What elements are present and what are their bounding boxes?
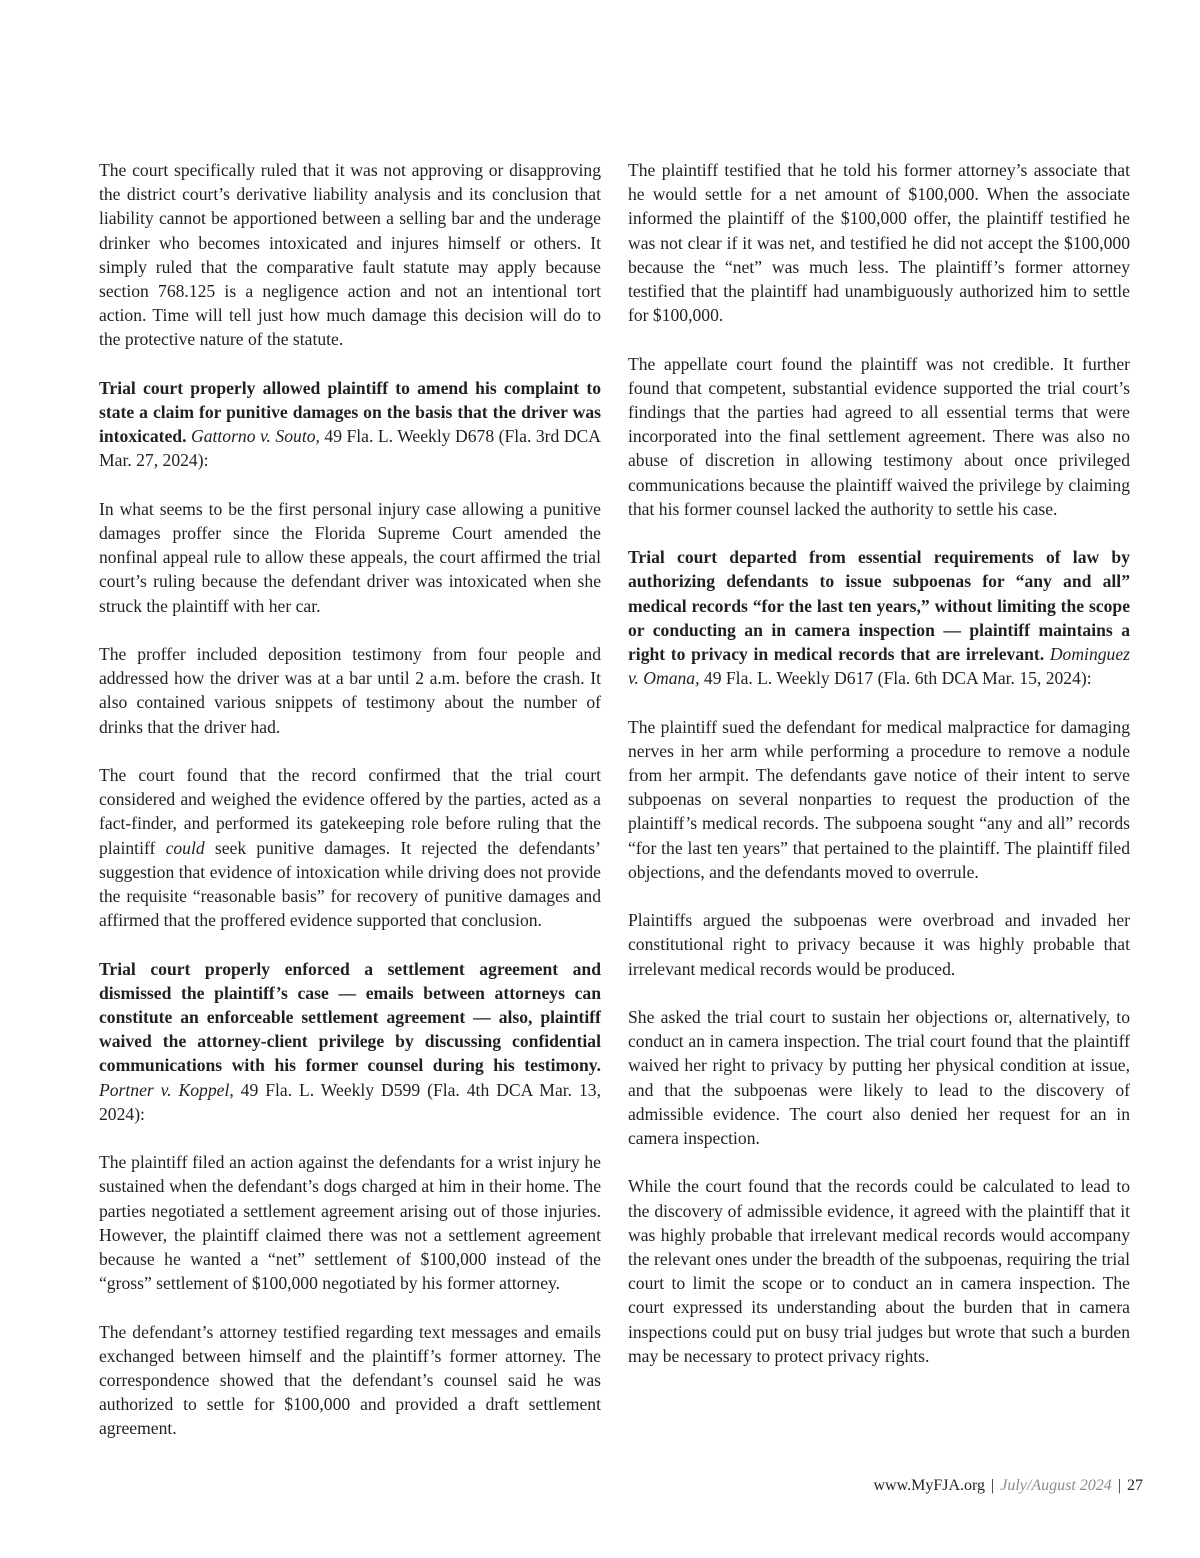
paragraph: The plaintiff filed an action against the defendants for a wrist injury he sustained when the defendant’s dogs charged at him in their home. The parties negotiated a settlement agreement arising out of those injuries. However, the plaintiff claimed there was not a settlement agreement because he wanted a “net” settlement of $100,000 instead of the “gross” settlement of $100,000 negotiated by his former attorney. [99,1152,601,1294]
paragraph: Plaintiffs argued the subpoenas were overbroad and invaded her constitutional right to privacy because it was highly probable that irrelevant medical records would be produced. [628,910,1130,979]
page-footer [873,1476,1143,1496]
website-link[interactable]: www.MyFJA.org [873,1477,986,1494]
paragraph: The plaintiff testified that he told his former attorney’s associate that he would settle for a net amount of $100,000. When the associate informed the plaintiff of the $100,000 offer, the plaintiff testified he was not clear if it was net, and testified he did not accept the $100,000 because the “net” was much less. The plaintiff’s former attorney testified that the plaintiff had unambiguously authorized him to settle for $100,000. [628,160,1130,326]
case-name: Dominguez v. Omana, [628,644,1130,689]
paragraph-text: seek punitive damages. It rejected the defendants’ suggestion that evidence of intoxication while driving does not provide the requisite “reasonable basis” for recovery of punitive damages and affirmed that the proffered evidence supported that conclusion. [99,837,601,931]
paragraph [99,763,601,932]
case-name: Gattorno v. Souto, [191,426,320,447]
paragraph: The appellate court found the plaintiff was not credible. It further found that competent, substantial evidence supported the trial court’s findings that the parties had agreed to all essential terms that were incorporated into the final settlement agreement. There was also no abuse of discretion in allowing testimony about once privileged communications because the plaintiff waived the privilege by claiming that his former counsel lacked the authority to settle his case. [628,353,1130,519]
footer-separator: | [1117,1477,1121,1494]
right-column [628,158,1130,1368]
paragraph: She asked the trial court to sustain her objections or, alternatively, to conduct an in camera inspection. The trial court found that the plaintiff waived her right to privacy by putting her physical condition at issue, and that the subpoenas were likely to lead to the discovery of admissible evidence. The court also denied her request for an in camera inspection. [628,1007,1130,1149]
case-citation: 49 Fla. L. Weekly D678 (Fla. 3rd DCA Mar. 27, 2024): [99,426,601,471]
case-name: Portner v. Koppel [99,1079,230,1100]
case-heading-portner [99,957,601,1126]
left-column [99,158,601,1441]
paragraph: The defendant’s attorney testified regarding text messages and emails exchanged between himself and the plaintiff’s former attorney. The correspondence showed that the defendant’s counsel said he was authorized to settle for $100,000 and provided a draft settlement agreement. [99,1321,601,1439]
case-citation: , 49 Fla. L. Weekly D599 (Fla. 4th DCA Mar. 13, 2024): [99,1079,601,1124]
case-summary-bold: Trial court properly allowed plaintiff to amend his complaint to state a claim for punitive damages on the basis that the driver was intoxicated. [99,377,601,447]
case-summary-bold: Trial court departed from essential requirements of law by authorizing defendants to issue subpoenas for “any and all” medical records “for the last ten years,” without limiting the scope or conducting an in camera inspection — plaintiff maintains a right to privacy in medical records that are irrelevant. [628,547,1130,665]
case-heading-gattorno [99,376,601,473]
paragraph: While the court found that the records could be calculated to lead to the discovery of admissible evidence, it agreed with the plaintiff that it was highly probable that irrelevant medical records would accompany the relevant ones under the breadth of the subpoenas, requiring the trial court to limit the scope or to conduct an in camera inspection. The court expressed its understanding about the burden that in camera inspections could put on busy trial judges but wrote that such a burden may be necessary to protect privacy rights. [628,1176,1130,1366]
emphasis-text: could [165,837,205,858]
paragraph-text: The court found that the record confirmed that the trial court considered and weighed the evidence offered by the parties, acted as a fact-finder, and performed its gatekeeping role before ruling that the plaintiff [99,765,601,858]
case-summary-bold: Trial court properly enforced a settlement agreement and dismissed the plaintiff’s case — emails between attorneys can constitute an enforceable settlement agreement — also, plaintiff waived the attorney-client privilege by discussing confidential communications with his former counsel during his testimony. [99,958,601,1076]
case-citation: 49 Fla. L. Weekly D617 (Fla. 6th DCA Mar. 15, 2024): [699,668,1092,689]
paragraph: The plaintiff sued the defendant for medical malpractice for damaging nerves in her arm while performing a procedure to remove a nodule from her armpit. The defendants gave notice of their intent to serve subpoenas on several nonparties to request the production of the plaintiff’s medical records. The subpoena sought “any and all” records “for the last ten years” that pertained to the plaintiff. The plaintiff filed objections, and the defendants moved to overrule. [628,716,1130,882]
paragraph: The court specifically ruled that it was not approving or disapproving the district court’s derivative liability analysis and its conclusion that liability cannot be apportioned between a selling bar and the underage drinker who becomes intoxicated and injures himself or others. It simply ruled that the comparative fault statute may apply because section 768.125 is a negligence action and not an intentional tort action. Time will tell just how much damage this decision will do to the protective nature of the statute. [99,160,601,350]
paragraph: In what seems to be the first personal injury case allowing a punitive damages proffer since the Florida Supreme Court amended the nonfinal appeal rule to allow these appeals, the court affirmed the trial court’s ruling because the defendant driver was intoxicated when she struck the plaintiff with her car. [99,498,601,616]
page-number: 27 [1127,1477,1143,1494]
case-heading-dominguez [628,545,1130,690]
footer-separator: | [991,1477,995,1494]
issue-date: July/August 2024 [1000,1477,1112,1494]
paragraph: The proffer included deposition testimony from four people and addressed how the driver was at a bar until 2 a.m. before the crash. It also contained various snippets of testimony about the number of drinks that the driver had. [99,644,601,737]
